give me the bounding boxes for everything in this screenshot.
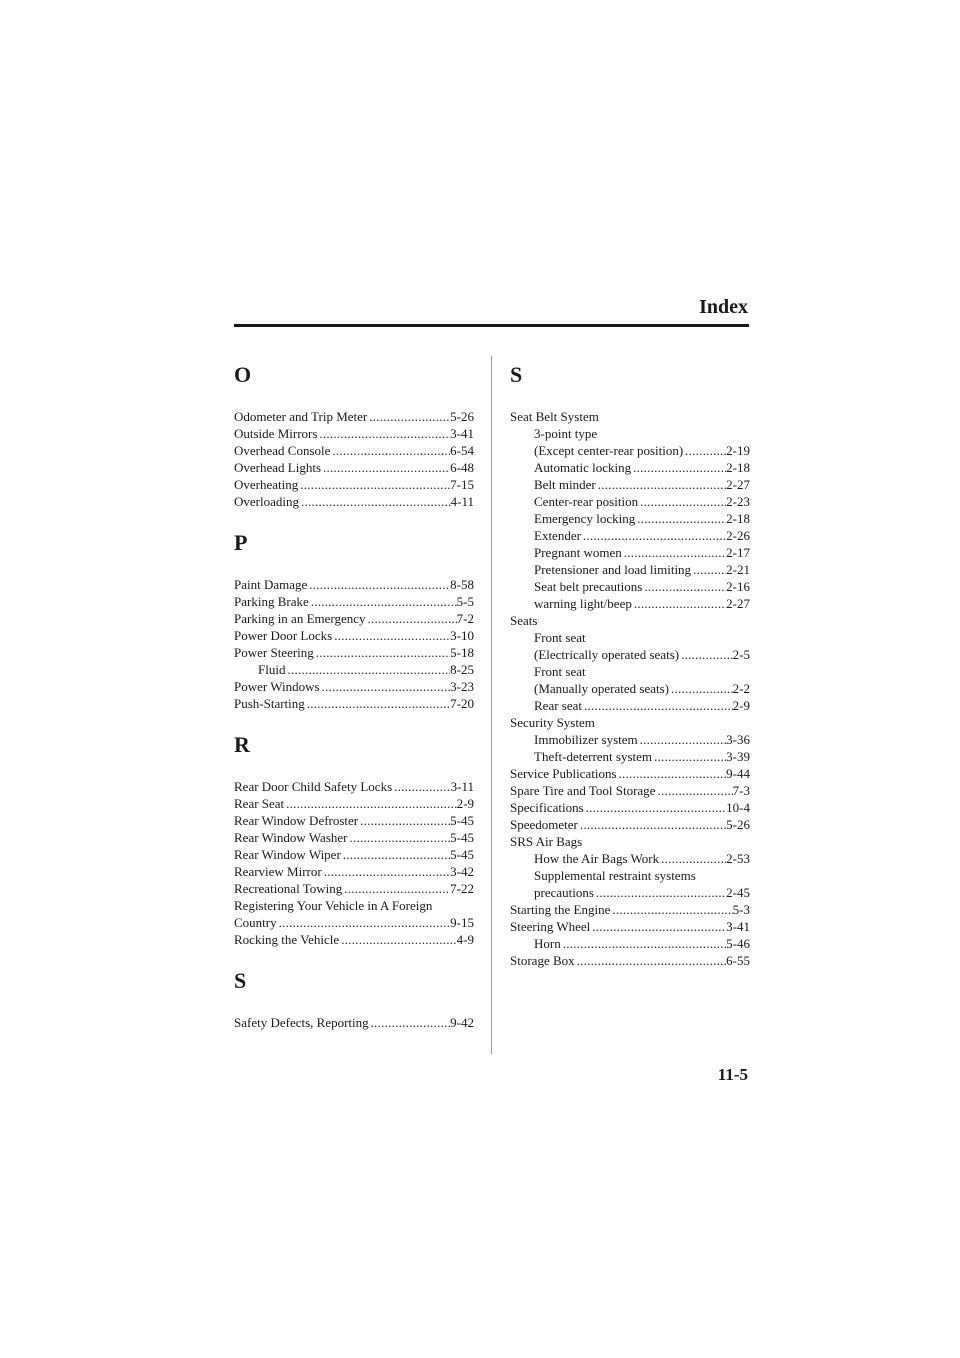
entry-label: Front seat — [534, 630, 586, 645]
dot-leader — [342, 880, 450, 897]
index-entry — [234, 644, 474, 661]
entry-label: Spare Tire and Tool Storage — [510, 783, 656, 798]
dot-leader — [321, 459, 450, 476]
entry-label: Power Windows — [234, 679, 320, 694]
index-entry — [234, 778, 474, 795]
entry-page-ref: 3-36 — [726, 732, 750, 747]
dot-leader — [610, 901, 732, 918]
entry-label: Overloading — [234, 494, 299, 509]
index-entry — [234, 829, 474, 846]
index-entry — [234, 408, 474, 425]
dot-leader — [638, 731, 727, 748]
index-section — [510, 362, 750, 969]
entry-label: Overhead Console — [234, 443, 331, 458]
entry-label: Steering Wheel — [510, 919, 591, 934]
index-subentry — [510, 867, 750, 884]
dot-leader — [638, 493, 726, 510]
header-rule — [234, 324, 749, 327]
entry-label: Recreational Towing — [234, 881, 343, 896]
index-subentry — [510, 646, 750, 663]
entry-label: Seat Belt System — [510, 409, 599, 424]
entry-page-ref: 2-16 — [726, 579, 750, 594]
entry-label: Overhead Lights — [234, 460, 322, 475]
dot-leader — [581, 527, 726, 544]
entry-label: Rear seat — [534, 698, 583, 713]
dot-leader — [596, 476, 726, 493]
column-divider — [491, 356, 492, 1054]
index-entry — [234, 846, 474, 863]
entry-label: Center-rear position — [534, 494, 639, 509]
entry-page-ref: 5-45 — [450, 847, 474, 862]
dot-leader — [578, 816, 726, 833]
entry-label: Rocking the Vehicle — [234, 932, 340, 947]
entry-page-ref: 3-39 — [726, 749, 750, 764]
entry-page-ref: 2-18 — [726, 511, 750, 526]
dot-leader — [299, 493, 451, 510]
index-entry — [234, 476, 474, 493]
entry-label: Service Publications — [510, 766, 617, 781]
index-subentry — [510, 510, 750, 527]
entry-label: Rearview Mirror — [234, 864, 322, 879]
index-subentry — [510, 935, 750, 952]
index-entry — [510, 408, 750, 425]
dot-leader — [309, 593, 457, 610]
dot-leader — [298, 476, 450, 493]
entry-label: Rear Seat — [234, 796, 285, 811]
dot-leader — [305, 695, 450, 712]
index-section — [234, 968, 474, 1031]
dot-leader — [341, 846, 450, 863]
dot-leader — [575, 952, 727, 969]
page-header-title: Index — [699, 296, 748, 318]
entry-label: Theft-deterrent system — [534, 749, 653, 764]
entry-label: Fluid — [258, 662, 286, 677]
section-letter: O — [234, 362, 252, 387]
entry-label: Front seat — [534, 664, 586, 679]
dot-leader — [635, 510, 726, 527]
dot-leader — [339, 931, 456, 948]
entry-page-ref: 2-9 — [732, 698, 750, 713]
entry-label: Seat belt precautions — [534, 579, 643, 594]
entry-page-ref: 2-27 — [726, 596, 750, 611]
section-letter: S — [510, 362, 523, 387]
entry-page-ref: 5-3 — [732, 902, 750, 917]
index-entry — [234, 610, 474, 627]
index-subentry — [510, 425, 750, 442]
entry-page-ref: 5-18 — [450, 645, 474, 660]
entry-label: Pregnant women — [534, 545, 622, 560]
entry-page-ref: 3-41 — [450, 426, 474, 441]
entry-label: Push-Starting — [234, 696, 305, 711]
dot-leader — [369, 1014, 451, 1031]
index-column-left — [234, 362, 474, 1051]
entry-label: Rear Window Wiper — [234, 847, 341, 862]
entry-page-ref: 7-22 — [450, 881, 474, 896]
entry-page-ref: 10-4 — [726, 800, 750, 815]
entry-page-ref: 5-45 — [450, 813, 474, 828]
entry-label: Seats — [510, 613, 538, 628]
entry-label: Power Steering — [234, 645, 314, 660]
index-entry — [510, 833, 750, 850]
entry-page-ref: 2-26 — [726, 528, 750, 543]
dot-leader — [652, 748, 726, 765]
entry-label: Paint Damage — [234, 577, 308, 592]
entry-label: Storage Box — [510, 953, 575, 968]
entry-label: Rear Door Child Safety Locks — [234, 779, 393, 794]
dot-leader — [314, 644, 450, 661]
index-entry — [510, 816, 750, 833]
entry-label: Overheating — [234, 477, 299, 492]
entry-label: Supplemental restraint systems — [534, 868, 696, 883]
index-entry — [234, 627, 474, 644]
index-entry-list — [234, 778, 474, 948]
entry-page-ref: 7-2 — [456, 611, 474, 626]
entry-label: How the Air Bags Work — [534, 851, 660, 866]
entry-page-ref: 6-55 — [726, 953, 750, 968]
dot-leader — [655, 782, 732, 799]
index-entry — [234, 863, 474, 880]
entry-page-ref: 2-23 — [726, 494, 750, 509]
entry-page-ref: 7-3 — [732, 783, 750, 798]
entry-page-ref: 7-20 — [450, 696, 474, 711]
entry-page-ref: 3-41 — [726, 919, 750, 934]
dot-leader — [679, 646, 733, 663]
entry-label: Immobilizer system — [534, 732, 638, 747]
dot-leader — [669, 680, 733, 697]
entry-label: SRS Air Bags — [510, 834, 583, 849]
dot-leader — [691, 561, 726, 578]
entry-label: precautions — [534, 885, 594, 900]
index-entry — [510, 901, 750, 918]
entry-page-ref: 8-58 — [450, 577, 474, 592]
index-entry — [234, 678, 474, 695]
entry-page-ref: 8-25 — [450, 662, 474, 677]
section-letter: S — [234, 968, 247, 993]
entry-label: Security System — [510, 715, 595, 730]
entry-page-ref: 5-45 — [450, 830, 474, 845]
index-column-right — [510, 362, 750, 989]
index-subentry — [510, 493, 750, 510]
index-entry — [234, 880, 474, 897]
index-entry — [234, 1014, 474, 1031]
entry-label: (Except center-rear position) — [534, 443, 684, 458]
index-entry — [234, 459, 474, 476]
index-entry — [510, 782, 750, 799]
index-section — [234, 362, 474, 510]
index-subentry — [510, 731, 750, 748]
index-subentry — [510, 544, 750, 561]
index-entry — [234, 576, 474, 593]
entry-label: Specifications — [510, 800, 584, 815]
entry-page-ref: 7-15 — [450, 477, 474, 492]
index-subentry — [510, 578, 750, 595]
index-entry — [234, 914, 474, 931]
entry-page-ref: 4-9 — [456, 932, 474, 947]
index-entry — [510, 918, 750, 935]
dot-leader — [561, 935, 726, 952]
dot-leader — [622, 544, 726, 561]
entry-label: Rear Window Washer — [234, 830, 348, 845]
index-subentry — [510, 680, 750, 697]
dot-leader — [358, 812, 450, 829]
entry-label: Starting the Engine — [510, 902, 611, 917]
entry-page-ref: 5-26 — [726, 817, 750, 832]
index-subentry — [510, 697, 750, 714]
dot-leader — [317, 425, 450, 442]
index-entry-list — [234, 408, 474, 510]
index-entry — [234, 931, 474, 948]
entry-page-ref: 2-45 — [726, 885, 750, 900]
entry-label: (Electrically operated seats) — [534, 647, 680, 662]
index-subentry — [510, 663, 750, 680]
index-subentry — [510, 527, 750, 544]
entry-page-ref: 2-5 — [732, 647, 750, 662]
section-letter: P — [234, 530, 248, 555]
entry-page-ref: 5-26 — [450, 409, 474, 424]
index-subentry — [510, 595, 750, 612]
dot-leader — [332, 627, 450, 644]
index-subentry — [510, 442, 750, 459]
dot-leader — [683, 442, 726, 459]
entry-page-ref: 3-23 — [450, 679, 474, 694]
index-entry — [234, 812, 474, 829]
entry-page-ref: 3-11 — [450, 779, 474, 794]
entry-label: Horn — [534, 936, 561, 951]
page-number: 11-5 — [717, 1065, 748, 1084]
entry-label: Power Door Locks — [234, 628, 333, 643]
index-entry — [234, 695, 474, 712]
index-entry-list — [234, 576, 474, 712]
entry-page-ref: 3-10 — [450, 628, 474, 643]
entry-label: Country — [234, 915, 277, 930]
index-entry — [234, 493, 474, 510]
index-entry — [510, 799, 750, 816]
index-entry-list — [510, 408, 750, 969]
index-entry — [234, 593, 474, 610]
entry-page-ref: 6-54 — [450, 443, 474, 458]
entry-page-ref: 2-53 — [726, 851, 750, 866]
dot-leader — [594, 884, 726, 901]
dot-leader — [330, 442, 450, 459]
entry-label: Safety Defects, Reporting — [234, 1015, 369, 1030]
index-entry — [510, 952, 750, 969]
entry-label: Pretensioner and load limiting — [534, 562, 692, 577]
entry-page-ref: 2-9 — [456, 796, 474, 811]
entry-page-ref: 9-15 — [450, 915, 474, 930]
entry-label: Parking Brake — [234, 594, 309, 609]
entry-label: Automatic locking — [534, 460, 632, 475]
index-entry — [234, 897, 474, 914]
dot-leader — [307, 576, 450, 593]
index-entry — [510, 612, 750, 629]
entry-label: Rear Window Defroster — [234, 813, 359, 828]
dot-leader — [590, 918, 726, 935]
dot-leader — [284, 795, 456, 812]
section-letter: R — [234, 732, 250, 757]
entry-label: (Manually operated seats) — [534, 681, 670, 696]
entry-label: Belt minder — [534, 477, 596, 492]
dot-leader — [367, 408, 450, 425]
index-entry — [234, 425, 474, 442]
index-subentry — [510, 629, 750, 646]
index-subentry — [510, 476, 750, 493]
index-subentry — [234, 661, 474, 678]
entry-page-ref: 2-21 — [726, 562, 750, 577]
dot-leader — [631, 459, 726, 476]
dot-leader — [392, 778, 451, 795]
index-entry — [234, 795, 474, 812]
entry-label: warning light/beep — [534, 596, 632, 611]
index-entry — [510, 714, 750, 731]
entry-page-ref: 5-5 — [456, 594, 474, 609]
entry-page-ref: 3-42 — [450, 864, 474, 879]
entry-label: Odometer and Trip Meter — [234, 409, 368, 424]
index-section — [234, 732, 474, 948]
entry-page-ref: 2-2 — [732, 681, 750, 696]
dot-leader — [617, 765, 727, 782]
entry-label: Emergency locking — [534, 511, 636, 526]
dot-leader — [642, 578, 726, 595]
entry-label: Parking in an Emergency — [234, 611, 366, 626]
index-subentry — [510, 850, 750, 867]
index-subentry — [510, 748, 750, 765]
entry-page-ref: 6-48 — [450, 460, 474, 475]
entry-page-ref: 2-27 — [726, 477, 750, 492]
entry-label: Outside Mirrors — [234, 426, 318, 441]
dot-leader — [366, 610, 457, 627]
entry-page-ref: 4-11 — [450, 494, 474, 509]
entry-page-ref: 2-18 — [726, 460, 750, 475]
index-subentry — [510, 561, 750, 578]
dot-leader — [347, 829, 450, 846]
index-entry-list — [234, 1014, 474, 1031]
dot-leader — [582, 697, 733, 714]
entry-page-ref: 9-42 — [450, 1015, 474, 1030]
entry-label: Extender — [534, 528, 581, 543]
dot-leader — [322, 863, 450, 880]
dot-leader — [277, 914, 451, 931]
entry-label: Registering Your Vehicle in A Foreign — [234, 898, 433, 913]
index-entry — [510, 765, 750, 782]
index-subentry — [510, 459, 750, 476]
index-section — [234, 530, 474, 712]
entry-page-ref: 9-44 — [726, 766, 750, 781]
entry-label: 3-point type — [534, 426, 598, 441]
dot-leader — [285, 661, 450, 678]
entry-label: Speedometer — [510, 817, 578, 832]
dot-leader — [320, 678, 451, 695]
entry-page-ref: 2-19 — [726, 443, 750, 458]
dot-leader — [632, 595, 726, 612]
dot-leader — [659, 850, 726, 867]
index-subentry — [510, 884, 750, 901]
dot-leader — [584, 799, 727, 816]
entry-page-ref: 2-17 — [726, 545, 750, 560]
entry-page-ref: 5-46 — [726, 936, 750, 951]
index-entry — [234, 442, 474, 459]
